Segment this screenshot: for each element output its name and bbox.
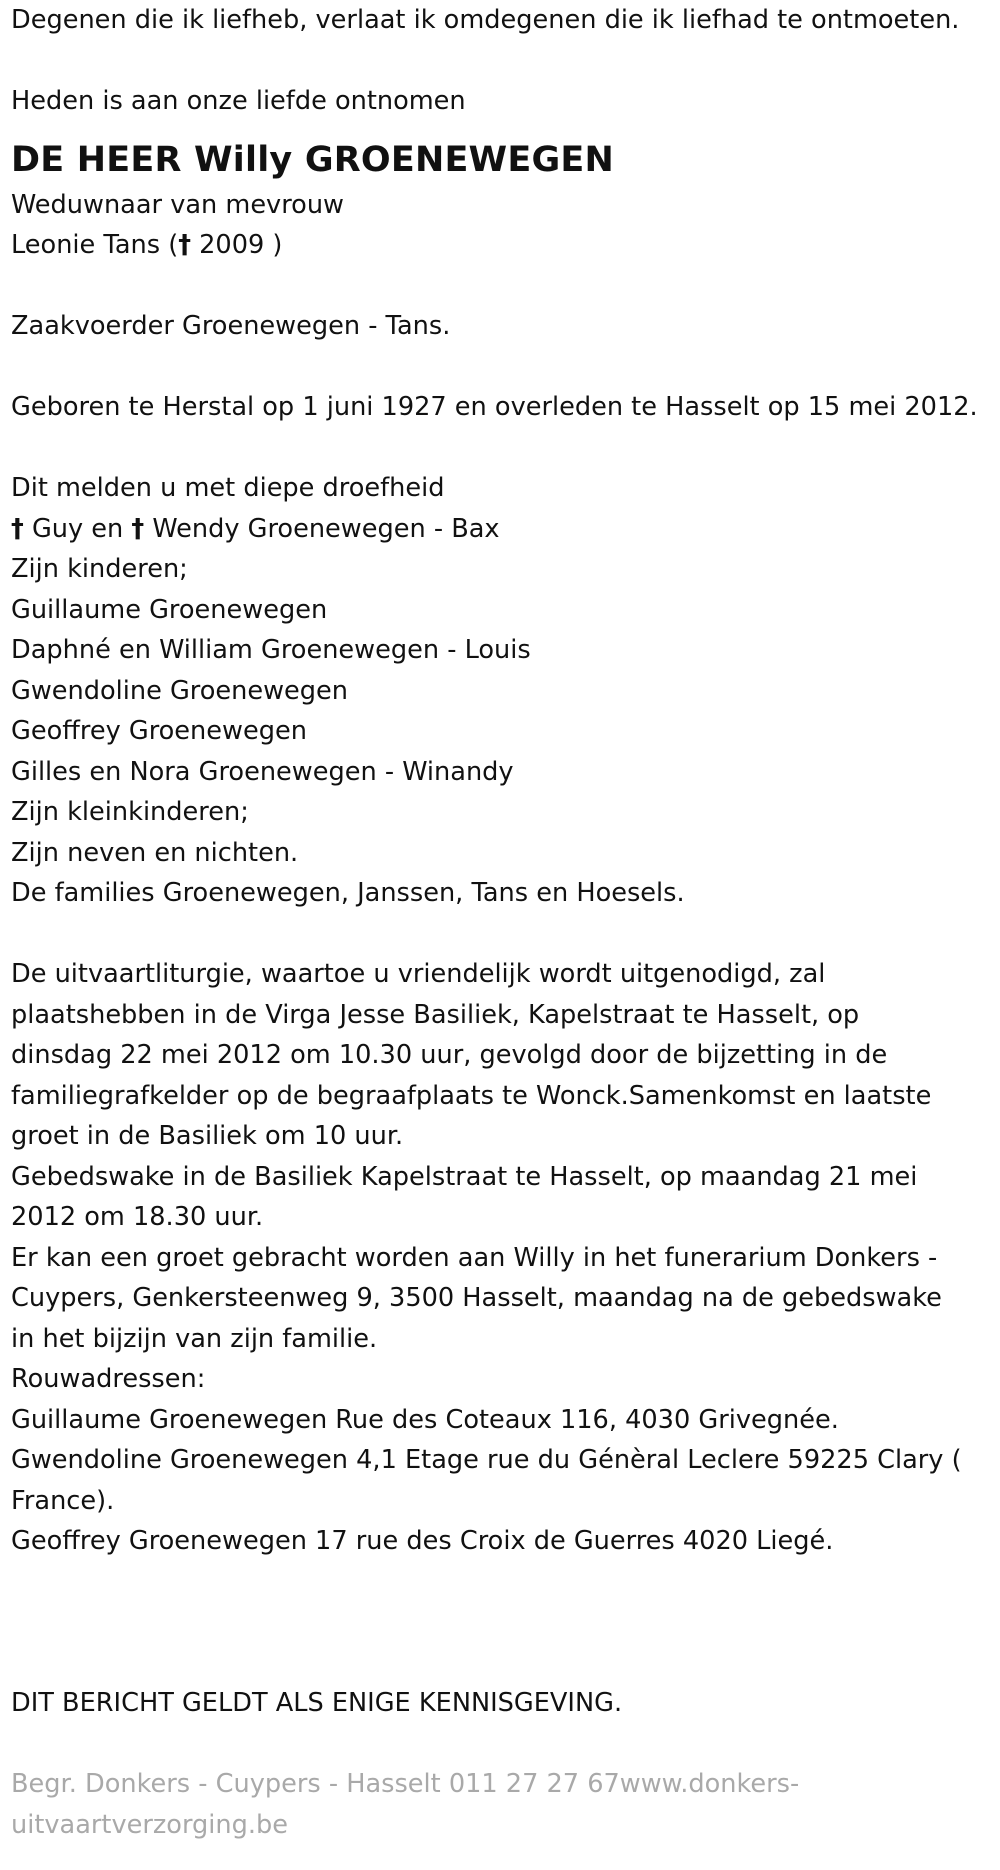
mourner-line: Gwendoline Groenewegen: [11, 675, 349, 706]
cross-icon: †: [178, 230, 191, 260]
spacer: [11, 347, 996, 388]
liturgy-line: dinsdag 22 mei 2012 om 10.30 uur, gevolgd door de bijzetting in de: [11, 1040, 888, 1070]
intro-quote: Degenen die ik liefheb, verlaat ik omdegenen die ik liefhad te ontmoeten.: [11, 5, 960, 35]
occupation: Zaakvoerder Groenewegen - Tans.: [11, 311, 451, 341]
widower-line: Weduwnaar van mevrouw: [11, 189, 344, 220]
obituary-document: [11, 0, 996, 1846]
mourner-line: Zijn kinderen;: [11, 554, 188, 584]
mourner-line: Gilles en Nora Groenewegen - Winandy: [11, 756, 514, 787]
deceased-name: [11, 135, 996, 185]
deceased-child-2: Wendy Groenewegen - Bax: [152, 513, 500, 544]
address-line: France).: [11, 1485, 115, 1516]
address-line: Gwendoline Groenewegen 4,1 Etage rue du Génèral Leclere 59225 Clary (: [11, 1445, 962, 1475]
mourner-line: Daphné en William Groenewegen - Louis: [11, 635, 531, 665]
liturgy-line: groet in de Basiliek om 10 uur.: [11, 1121, 404, 1151]
wake-line: 2012 om 18.30 uur.: [11, 1202, 264, 1232]
first-name: Willy: [194, 139, 293, 180]
spacer: [11, 266, 996, 307]
notice-line: DIT BERICHT GELDT ALS ENIGE KENNISGEVING.: [11, 1687, 623, 1718]
cross-icon: †: [131, 513, 145, 544]
liturgy-line: plaatshebben in de Virga Jesse Basiliek, Kapelstraat te Hasselt, op: [11, 999, 860, 1030]
deceased-children-line: [11, 509, 996, 550]
spacer: [11, 122, 996, 132]
cross-icon: †: [11, 513, 24, 544]
title-prefix: DE HEER: [11, 139, 182, 180]
spouse-line: [11, 225, 996, 266]
footer-credit: [11, 1764, 996, 1846]
spouse-death-year: 2009 ): [199, 230, 283, 260]
spacer: [11, 1723, 996, 1764]
spouse-name: Leonie Tans (: [11, 230, 179, 260]
visit-line: Er kan een groet gebracht worden aan Willy in het funerarium Donkers -: [11, 1242, 938, 1273]
deceased-child-1: Guy en: [31, 513, 124, 544]
wake-line: Gebedswake in de Basiliek Kapelstraat te Hasselt, op maandag 21 mei: [11, 1161, 918, 1192]
mourners-heading: Dit melden u met diepe droefheid: [11, 473, 445, 503]
liturgy-line: De uitvaartliturgie, waartoe u vriendelijk wordt uitgenodigd, zal: [11, 959, 826, 989]
visit-line: Cuypers, Genkersteenweg 9, 3500 Hasselt, maandag na de gebedswake: [11, 1283, 942, 1313]
visit-line: in het bijzijn van zijn familie.: [11, 1323, 378, 1354]
address-line: Geoffrey Groenewegen 17 rue des Croix de Guerres 4020 Liegé.: [11, 1526, 834, 1556]
footer-line: Begr. Donkers - Cuypers - Hasselt 011 27 27 67www.donkers-: [11, 1768, 800, 1799]
spacer: [11, 914, 996, 955]
last-name: GROENEWEGEN: [304, 139, 614, 180]
intro-announcement: Heden is aan onze liefde ontnomen: [11, 86, 466, 116]
mourner-line: Geoffrey Groenewegen: [11, 716, 307, 746]
mourner-line: Zijn kleinkinderen;: [11, 797, 249, 827]
liturgy-line: familiegrafkelder op de begraafplaats te Wonck.Samenkomst en laatste: [11, 1080, 932, 1111]
addresses-heading: Rouwadressen:: [11, 1364, 206, 1394]
spacer: [11, 428, 996, 469]
mourner-line: Guillaume Groenewegen: [11, 594, 328, 625]
footer-line: uitvaartverzorging.be: [11, 1809, 288, 1840]
address-line: Guillaume Groenewegen Rue des Coteaux 116, 4030 Grivegnée.: [11, 1404, 839, 1435]
mourner-line: De families Groenewegen, Janssen, Tans en Hoesels.: [11, 878, 685, 908]
mourner-line: Zijn neven en nichten.: [11, 837, 299, 868]
spacer: [11, 1562, 996, 1683]
birth-death-line: Geboren te Herstal op 1 juni 1927 en overleden te Hasselt op 15 mei 2012.: [11, 392, 978, 422]
spacer: [11, 41, 996, 82]
